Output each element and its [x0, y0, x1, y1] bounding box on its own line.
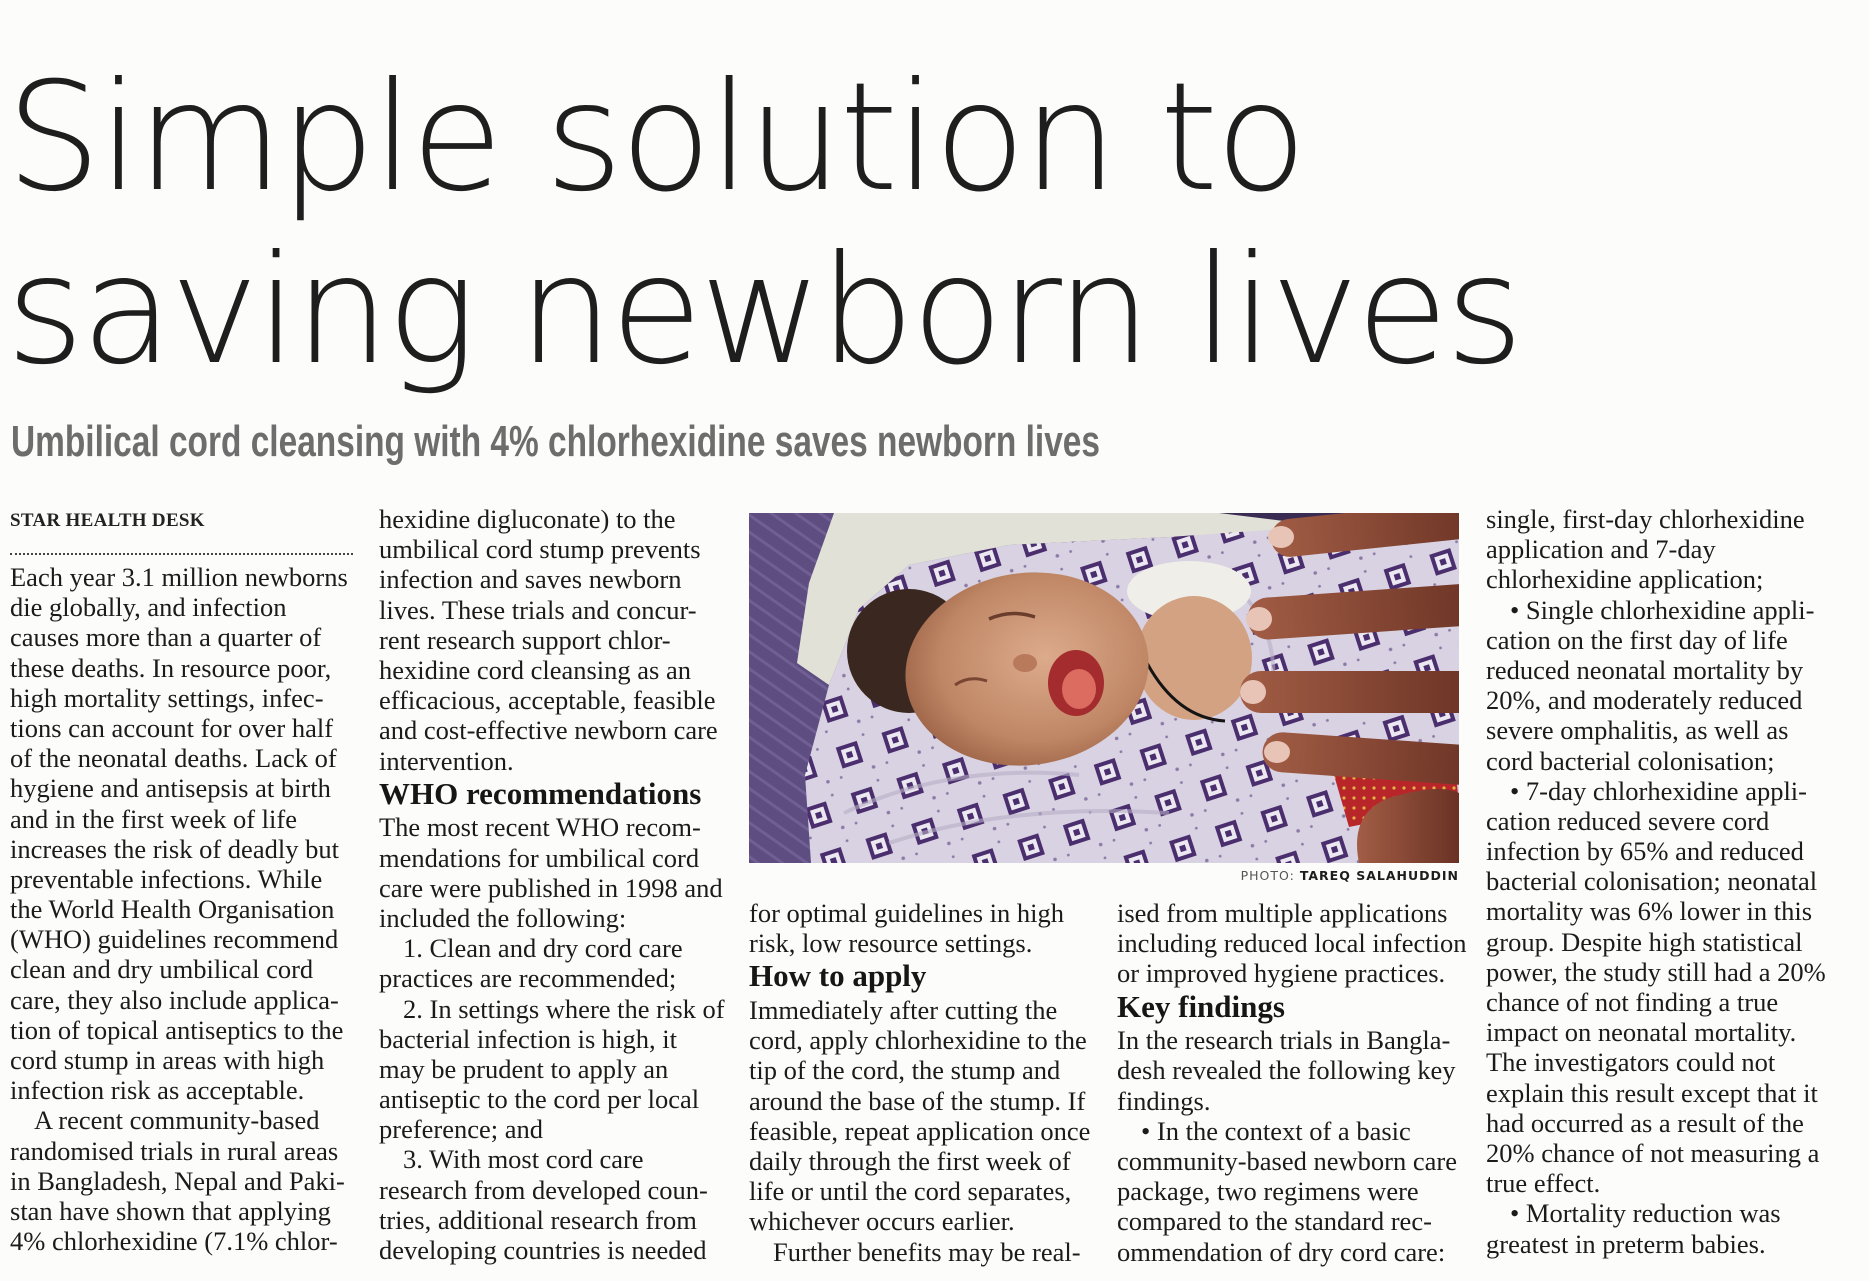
text-line: 2. In settings where the risk of — [403, 993, 725, 1024]
paragraph — [379, 504, 725, 776]
text-line: care were published in 1998 and — [379, 872, 723, 903]
text-line: cord, apply chlorhexidine to the — [749, 1025, 1087, 1056]
headline-line-1: Simple solution to — [6, 51, 1305, 225]
byline-dotted-rule — [10, 553, 353, 555]
text-line: the World Health Organisation — [10, 894, 335, 925]
section-heading: WHO recommendations — [379, 775, 702, 811]
paragraph — [1486, 595, 1826, 776]
text-line: findings. — [1117, 1085, 1211, 1116]
text-line: single, first-day chlorhexidine — [1486, 504, 1805, 534]
text-line: care, they also include applica- — [10, 984, 339, 1015]
text-line: true effect. — [1486, 1168, 1601, 1199]
text-line: 4% chlorhexidine (7.1% chlor- — [10, 1226, 338, 1257]
text-line: lives. These trials and concur- — [379, 594, 697, 625]
text-line: chlorhexidine application; — [1486, 564, 1764, 595]
text-line: die globally, and infection — [10, 592, 287, 623]
text-line: increases the risk of deadly but — [10, 833, 339, 864]
text-line: In the research trials in Bangla- — [1117, 1025, 1451, 1056]
paragraph — [379, 994, 725, 1145]
text-line: bacterial colonisation; neonatal — [1486, 866, 1818, 897]
text-line: community-based newborn care — [1117, 1146, 1457, 1176]
article-column-1 — [10, 562, 348, 1256]
text-line: Further benefits may be real- — [773, 1236, 1081, 1267]
fingernail — [1240, 680, 1266, 704]
text-line: practices are recommended; — [379, 963, 677, 994]
text-line: power, the study still had a 20% — [1486, 956, 1826, 987]
baby-neck — [1136, 596, 1252, 720]
fingernail — [1264, 741, 1290, 763]
text-line: • Single chlorhexidine appli- — [1510, 594, 1815, 625]
paragraph — [1117, 1116, 1467, 1267]
article-column-4 — [1117, 898, 1467, 1267]
text-line: around the base of the stump. If — [749, 1085, 1086, 1116]
text-line: tions can account for over half — [10, 712, 334, 743]
text-line: • 7-day chlorhexidine appli- — [1510, 775, 1807, 806]
text-line: 20% chance of not measuring a — [1486, 1137, 1820, 1168]
text-line: Each year 3.1 million newborns — [10, 562, 348, 592]
subheadline: Umbilical cord cleansing with 4% chlorhexidine saves newborn lives — [11, 417, 1101, 466]
text-line: 20%, and moderately reduced — [1486, 685, 1803, 716]
paragraph — [379, 812, 725, 933]
text-line: preference; and — [379, 1114, 544, 1145]
text-line: • In the context of a basic — [1141, 1115, 1411, 1146]
text-line: reduced neonatal mortality by — [1486, 654, 1804, 685]
text-line: infection by 65% and reduced — [1486, 836, 1804, 867]
text-line: • Mortality reduction was — [1510, 1198, 1781, 1229]
section-heading: Key findings — [1117, 988, 1285, 1024]
text-line: 3. With most cord care — [403, 1144, 644, 1175]
text-line: 1. Clean and dry cord care — [403, 933, 683, 964]
fingernail — [1268, 526, 1294, 548]
article-column-3 — [749, 898, 1090, 1267]
text-line: mendations for umbilical cord — [379, 842, 700, 873]
photo-credit-name: TAREQ SALAHUDDIN — [1299, 868, 1459, 883]
newborn-photo-illustration — [749, 513, 1459, 863]
text-line: stan have shown that applying — [10, 1195, 331, 1226]
article-column-2 — [379, 504, 725, 1265]
text-line: in Bangladesh, Nepal and Paki- — [10, 1165, 345, 1196]
text-line: developing countries is needed — [379, 1235, 707, 1265]
text-line: high mortality settings, infec- — [10, 682, 324, 713]
text-line: bacterial infection is high, it — [379, 1023, 678, 1054]
text-line: tion of topical antiseptics to the — [10, 1014, 344, 1045]
text-line: The most recent WHO recom- — [379, 812, 701, 843]
paragraph — [749, 995, 1090, 1237]
text-line: compared to the standard rec- — [1117, 1206, 1432, 1237]
text-line: greatest in preterm babies. — [1486, 1228, 1766, 1259]
fingernail — [1246, 607, 1272, 631]
text-line: feasible, repeat application once — [749, 1115, 1091, 1146]
paragraph — [10, 562, 348, 1105]
paragraph — [749, 1237, 1090, 1267]
text-line: cord stump in areas with high — [10, 1045, 325, 1075]
text-line: and in the first week of life — [10, 803, 297, 834]
photo-credit — [749, 868, 1459, 884]
text-line: infection and saves newborn — [379, 564, 682, 595]
photo-credit-label: PHOTO: — [1240, 868, 1295, 883]
text-line: desh revealed the following key — [1117, 1055, 1456, 1086]
paragraph — [1486, 776, 1826, 1199]
text-line: or improved hygiene practices. — [1117, 958, 1446, 989]
text-line: clean and dry umbilical cord — [10, 954, 314, 985]
paragraph — [10, 1105, 348, 1256]
text-line: efficacious, acceptable, feasible — [379, 685, 716, 716]
text-line: ised from multiple applications — [1117, 898, 1448, 928]
text-line: daily through the first week of — [749, 1146, 1071, 1176]
text-line: hygiene and antisepsis at birth — [10, 773, 331, 804]
text-line: had occurred as a result of the — [1486, 1107, 1804, 1138]
news-photo — [749, 513, 1459, 863]
paragraph — [1117, 898, 1467, 989]
text-line: including reduced local infection — [1117, 928, 1467, 959]
text-line: infection risk as acceptable. — [10, 1075, 305, 1106]
text-line: research from developed coun- — [379, 1174, 708, 1205]
text-line: risk, low resource settings. — [749, 928, 1033, 959]
text-line: for optimal guidelines in high — [749, 898, 1065, 928]
text-line: chance of not finding a true — [1486, 987, 1779, 1017]
text-line: hexidine digluconate) to the — [379, 504, 676, 534]
paragraph — [1117, 1025, 1467, 1116]
text-line: of the neonatal deaths. Lack of — [10, 743, 337, 774]
text-line: ommendation of dry cord care: — [1117, 1236, 1446, 1267]
text-line: package, two regimens were — [1117, 1176, 1419, 1207]
text-line: cord bacterial colonisation; — [1486, 745, 1775, 776]
text-line: whichever occurs earlier. — [749, 1206, 1015, 1237]
paragraph — [379, 933, 725, 993]
text-line: The investigators could not — [1486, 1047, 1776, 1078]
text-line: life or until the cord separates, — [749, 1176, 1072, 1207]
text-line: A recent community-based — [34, 1105, 320, 1136]
text-line: umbilical cord stump prevents — [379, 534, 701, 565]
headline-line-2: saving newborn lives — [6, 224, 1521, 398]
text-line: preventable infections. While — [10, 863, 323, 894]
text-line: group. Despite high statistical — [1486, 926, 1803, 957]
text-line: included the following: — [379, 902, 627, 933]
baby-nose — [1013, 654, 1037, 672]
text-line: cation reduced severe cord — [1486, 805, 1770, 836]
text-line: and cost-effective newborn care — [379, 715, 718, 746]
text-line: explain this result except that it — [1486, 1077, 1818, 1108]
finger — [1240, 671, 1459, 713]
text-line: intervention. — [379, 745, 514, 776]
text-line: cation on the first day of life — [1486, 624, 1788, 655]
text-line: causes more than a quarter of — [10, 622, 322, 653]
text-line: these deaths. In resource poor, — [10, 652, 332, 683]
byline: STAR HEALTH DESK — [10, 510, 205, 531]
text-line: tip of the cord, the stump and — [749, 1055, 1061, 1086]
text-line: tries, additional research from — [379, 1204, 697, 1235]
text-line: rent research support chlor- — [379, 624, 671, 655]
article-column-5 — [1486, 504, 1826, 1259]
text-line: mortality was 6% lower in this — [1486, 896, 1813, 927]
text-line: antiseptic to the cord per local — [379, 1084, 700, 1115]
text-line: (WHO) guidelines recommend — [10, 924, 339, 955]
paragraph — [1486, 504, 1826, 595]
text-line: impact on neonatal mortality. — [1486, 1017, 1797, 1048]
text-line: Immediately after cutting the — [749, 995, 1058, 1026]
text-line: hexidine cord cleansing as an — [379, 654, 691, 685]
text-line: may be prudent to apply an — [379, 1053, 669, 1084]
headline — [6, 52, 1521, 398]
paragraph — [1486, 1198, 1826, 1258]
section-heading: How to apply — [749, 958, 927, 994]
paragraph — [379, 1144, 725, 1265]
text-line: randomised trials in rural areas — [10, 1135, 339, 1166]
paragraph — [749, 898, 1090, 958]
text-line: application and 7-day — [1486, 534, 1716, 565]
text-line: severe omphalitis, as well as — [1486, 715, 1789, 746]
baby-tongue — [1062, 669, 1096, 709]
